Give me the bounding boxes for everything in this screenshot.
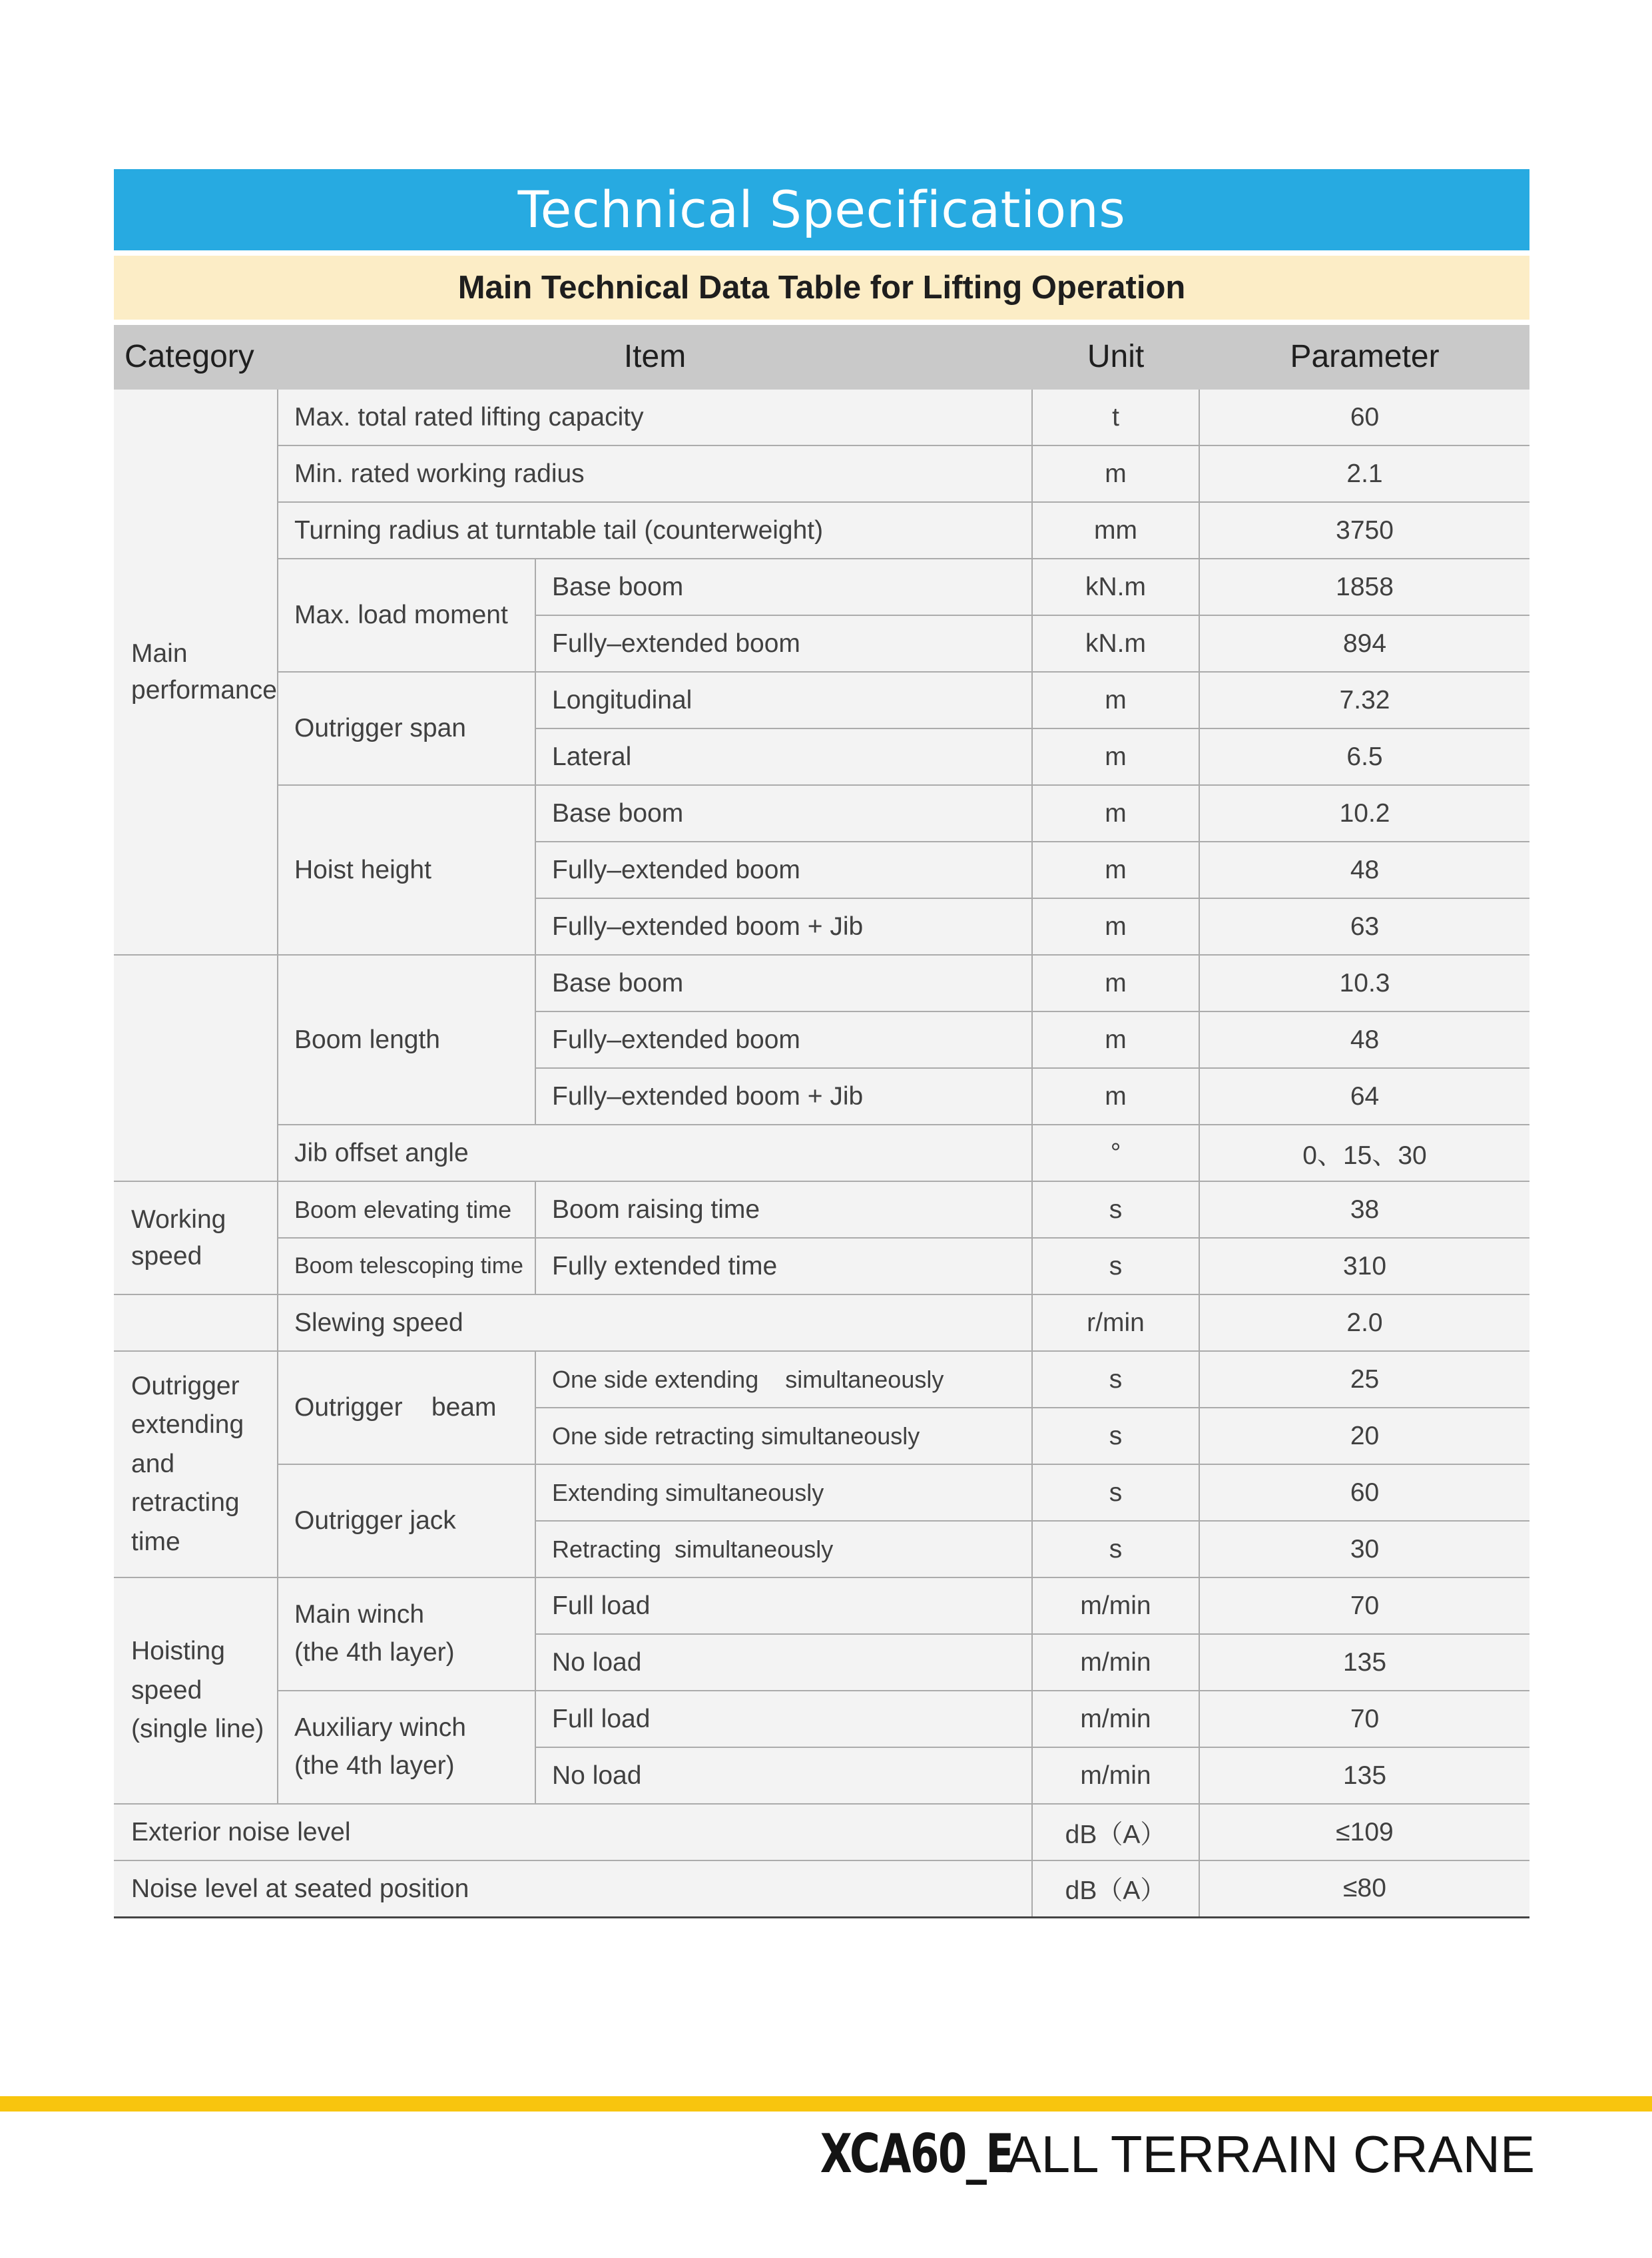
table-row — [114, 502, 1529, 559]
group-main-winch: Main winch (the 4th layer) — [278, 1577, 535, 1691]
value-cell: 38 — [1199, 1181, 1529, 1238]
table-row — [114, 559, 1529, 615]
group-outrigger-jack: Outrigger jack — [278, 1464, 535, 1577]
table-row — [114, 785, 1529, 842]
header-parameter: Parameter — [1199, 325, 1529, 389]
category-main-performance — [114, 389, 278, 955]
group-max-load-moment: Max. load moment — [278, 559, 535, 672]
group-hoist-height: Hoist height — [278, 785, 535, 955]
spec-table — [114, 325, 1529, 1918]
unit-cell: s — [1032, 1351, 1199, 1408]
unit-cell: t — [1032, 389, 1199, 445]
unit-cell: m — [1032, 785, 1199, 842]
sub-item-cell: Base boom — [535, 955, 1032, 1011]
value-cell: 0、15、30 — [1199, 1125, 1529, 1181]
unit-cell: r/min — [1032, 1294, 1199, 1351]
unit-cell: m — [1032, 842, 1199, 898]
unit-cell: m/min — [1032, 1577, 1199, 1634]
group-outrigger-beam: Outrigger beam — [278, 1351, 535, 1464]
table-row — [114, 1294, 1529, 1351]
unit-cell: kN.m — [1032, 615, 1199, 672]
category-empty — [114, 955, 278, 1181]
table-row — [114, 1691, 1529, 1747]
sub-item-cell: Retracting simultaneously — [535, 1521, 1032, 1577]
footer-product-title — [766, 2117, 1535, 2191]
unit-cell: m — [1032, 898, 1199, 955]
group-auxiliary-winch: Auxiliary winch (the 4th layer) — [278, 1691, 535, 1804]
sub-item-cell: Extending simultaneously — [535, 1464, 1032, 1521]
unit-cell: s — [1032, 1181, 1199, 1238]
unit-cell: mm — [1032, 502, 1199, 559]
value-cell: 310 — [1199, 1238, 1529, 1294]
unit-cell: m — [1032, 955, 1199, 1011]
table-row — [114, 1804, 1529, 1860]
group-boom-elevating-time: Boom elevating time — [278, 1181, 535, 1238]
value-cell: 135 — [1199, 1747, 1529, 1804]
sub-item-cell: Full load — [535, 1691, 1032, 1747]
value-cell: 10.3 — [1199, 955, 1529, 1011]
sub-item-cell: Base boom — [535, 785, 1032, 842]
table-header-row — [114, 325, 1529, 389]
product-name: ALL TERRAIN CRANE — [1006, 2125, 1535, 2183]
value-cell: 60 — [1199, 1464, 1529, 1521]
unit-cell: m — [1032, 672, 1199, 728]
item-cell: Min. rated working radius — [278, 445, 1032, 502]
model-name: XCA60_E — [820, 2123, 1013, 2185]
value-cell: 2.1 — [1199, 445, 1529, 502]
table-row — [114, 955, 1529, 1011]
value-cell: 48 — [1199, 842, 1529, 898]
unit-cell: s — [1032, 1464, 1199, 1521]
value-cell: 48 — [1199, 1011, 1529, 1068]
item-cell: Max. total rated lifting capacity — [278, 389, 1032, 445]
sub-item-cell: Fully–extended boom + Jib — [535, 1068, 1032, 1125]
value-cell: 30 — [1199, 1521, 1529, 1577]
table-subtitle: Main Technical Data Table for Lifting Operation — [114, 256, 1529, 320]
unit-cell: m — [1032, 445, 1199, 502]
unit-cell: ° — [1032, 1125, 1199, 1181]
value-cell: 135 — [1199, 1634, 1529, 1691]
table-row — [114, 445, 1529, 502]
sub-item-cell: Fully–extended boom + Jib — [535, 898, 1032, 955]
unit-cell: dB（A） — [1032, 1804, 1199, 1860]
header-category: Category — [114, 325, 278, 389]
table-row — [114, 672, 1529, 728]
footer-accent-bar — [0, 2096, 1652, 2112]
unit-cell: kN.m — [1032, 559, 1199, 615]
table-row — [114, 1125, 1529, 1181]
sub-item-cell: No load — [535, 1747, 1032, 1804]
value-cell: 10.2 — [1199, 785, 1529, 842]
value-cell: 60 — [1199, 389, 1529, 445]
category-hoisting-speed — [114, 1577, 278, 1804]
category-outrigger-time — [114, 1351, 278, 1577]
value-cell: 3750 — [1199, 502, 1529, 559]
sub-item-cell: Boom raising time — [535, 1181, 1032, 1238]
unit-cell: m/min — [1032, 1691, 1199, 1747]
unit-cell: m/min — [1032, 1634, 1199, 1691]
table-row — [114, 1238, 1529, 1294]
category-empty — [114, 1294, 278, 1351]
category-working-speed — [114, 1181, 278, 1294]
value-cell: 63 — [1199, 898, 1529, 955]
sub-item-cell: One side retracting simultaneously — [535, 1408, 1032, 1464]
table-row — [114, 1464, 1529, 1521]
value-cell: ≤80 — [1199, 1860, 1529, 1917]
group-boom-telescoping-time: Boom telescoping time — [278, 1238, 535, 1294]
table-row — [114, 389, 1529, 445]
item-cell: Exterior noise level — [114, 1804, 1032, 1860]
sub-item-cell: One side extending simultaneously — [535, 1351, 1032, 1408]
category-label: Outrigger extending and retracting time — [131, 1371, 244, 1556]
header-item: Item — [278, 325, 1032, 389]
header-unit: Unit — [1032, 325, 1199, 389]
sub-item-cell: Lateral — [535, 728, 1032, 785]
table-row — [114, 1181, 1529, 1238]
value-cell: 70 — [1199, 1691, 1529, 1747]
unit-cell: m/min — [1032, 1747, 1199, 1804]
unit-cell: s — [1032, 1238, 1199, 1294]
sub-item-cell: No load — [535, 1634, 1032, 1691]
page-title: Technical Specifications — [114, 169, 1529, 250]
value-cell: ≤109 — [1199, 1804, 1529, 1860]
value-cell: 64 — [1199, 1068, 1529, 1125]
unit-cell: m — [1032, 1011, 1199, 1068]
sub-item-cell: Fully–extended boom — [535, 842, 1032, 898]
sub-item-cell: Fully extended time — [535, 1238, 1032, 1294]
category-label: Main performance — [131, 639, 277, 705]
table-row — [114, 1860, 1529, 1917]
unit-cell: s — [1032, 1521, 1199, 1577]
sub-item-cell: Longitudinal — [535, 672, 1032, 728]
item-cell: Slewing speed — [278, 1294, 1032, 1351]
value-cell: 6.5 — [1199, 728, 1529, 785]
item-cell: Jib offset angle — [278, 1125, 1032, 1181]
unit-cell: dB（A） — [1032, 1860, 1199, 1917]
value-cell: 25 — [1199, 1351, 1529, 1408]
category-label: Working speed — [131, 1205, 226, 1270]
value-cell: 70 — [1199, 1577, 1529, 1634]
table-row — [114, 1577, 1529, 1634]
unit-cell: m — [1032, 728, 1199, 785]
category-label: Hoisting speed (single line) — [131, 1637, 264, 1744]
unit-cell: m — [1032, 1068, 1199, 1125]
sub-item-cell: Fully–extended boom — [535, 1011, 1032, 1068]
value-cell: 1858 — [1199, 559, 1529, 615]
item-cell: Turning radius at turntable tail (counterweight) — [278, 502, 1032, 559]
sub-item-cell: Full load — [535, 1577, 1032, 1634]
value-cell: 2.0 — [1199, 1294, 1529, 1351]
group-outrigger-span: Outrigger span — [278, 672, 535, 785]
value-cell: 894 — [1199, 615, 1529, 672]
item-cell: Noise level at seated position — [114, 1860, 1032, 1917]
table-row — [114, 1351, 1529, 1408]
group-boom-length: Boom length — [278, 955, 535, 1125]
sub-item-cell: Base boom — [535, 559, 1032, 615]
value-cell: 20 — [1199, 1408, 1529, 1464]
unit-cell: s — [1032, 1408, 1199, 1464]
sub-item-cell: Fully–extended boom — [535, 615, 1032, 672]
value-cell: 7.32 — [1199, 672, 1529, 728]
